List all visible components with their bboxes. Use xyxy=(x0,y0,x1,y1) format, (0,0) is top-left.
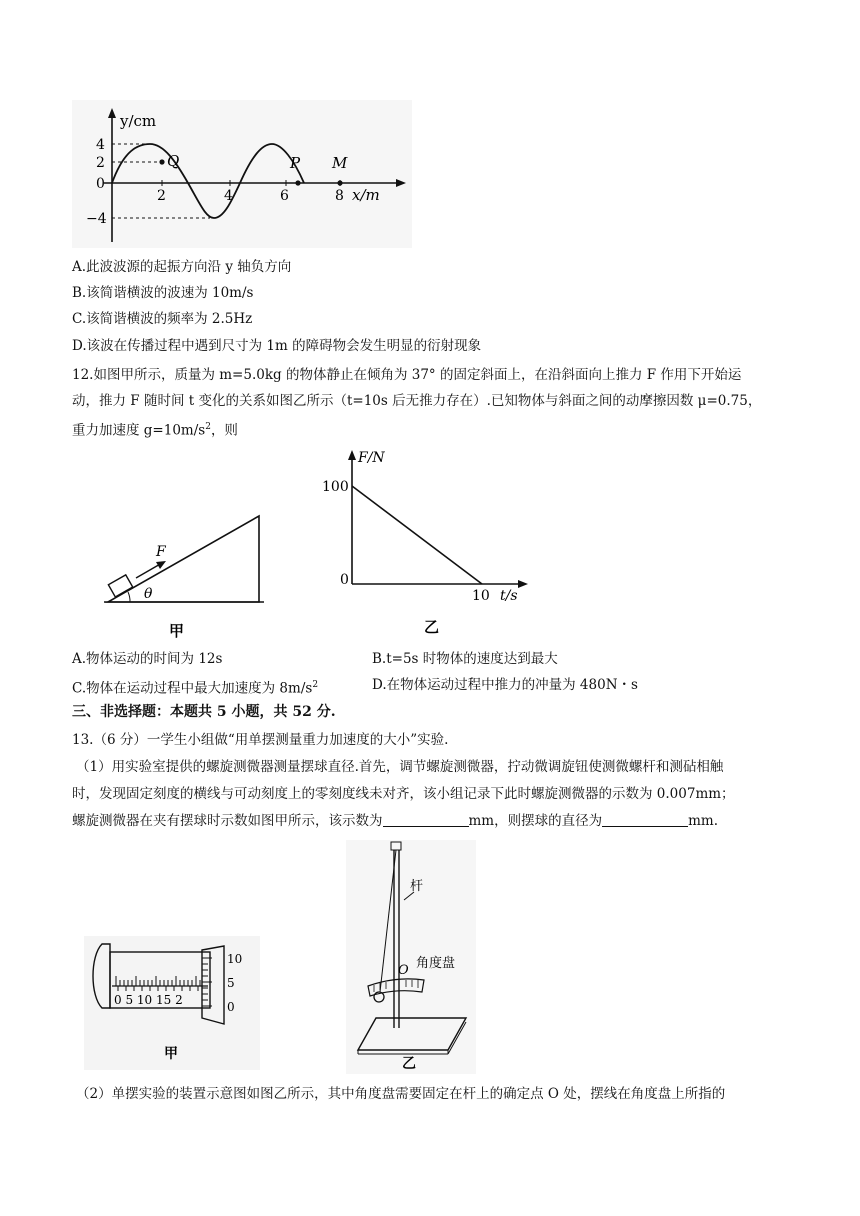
q12-option-d: D.在物体运动过程中推力的冲量为 480N・s xyxy=(372,677,638,693)
micrometer-main-scale: 0 5 10 15 2 xyxy=(114,993,183,1007)
ft-y-tick-100: 100 xyxy=(322,479,349,495)
wave-x-tick-2: 2 xyxy=(157,188,166,204)
ft-x-axis-label: t/s xyxy=(500,588,518,604)
label-p: P xyxy=(290,154,301,172)
label-m: M xyxy=(332,154,348,172)
q13-part2-line1: （2）单摆实验的装置示意图如图乙所示，其中角度盘需要固定在杆上的确定点 O 处，摆线在角度盘上所指的 xyxy=(76,1086,726,1102)
wave-x-tick-6: 6 xyxy=(280,188,289,204)
label-force-f: F xyxy=(156,544,166,560)
ft-y-axis-label: F/N xyxy=(358,450,385,466)
force-line xyxy=(352,486,482,584)
q11-option-a: A.此波波源的起振方向沿 y 轴负方向 xyxy=(72,259,292,275)
answer-blank-reading[interactable] xyxy=(383,812,469,827)
force-time-figure xyxy=(310,444,540,636)
point-p xyxy=(295,180,300,185)
q11-option-b: B.该简谐横波的波速为 10m/s xyxy=(72,285,254,301)
wave-y-tick-neg4: −4 xyxy=(86,211,107,227)
ft-origin: 0 xyxy=(340,572,349,588)
label-angle-disc: 角度盘 xyxy=(416,956,456,971)
incline-figure xyxy=(94,508,274,644)
pendulum-caption: 乙 xyxy=(402,1056,416,1072)
answer-blank-diameter[interactable] xyxy=(602,812,688,827)
wave-x-tick-8: 8 xyxy=(335,188,344,204)
q12-option-c: C.物体在运动过程中最大加速度为 $8m/s^2$ xyxy=(72,680,319,697)
micrometer-thimble-0: 0 xyxy=(227,1000,235,1014)
label-rod: 杆 xyxy=(410,879,424,894)
q13-part1-line2: 时，发现固定刻度的横线与可动刻度上的零刻度线未对齐，该小组记录下此时螺旋测微器的示数为 0.007mm； xyxy=(72,786,735,802)
q12-stem-line3: 重力加速度 $g=10m/s^2$，则 xyxy=(72,422,238,439)
q12-option-b: B.t=5s 时物体的速度达到最大 xyxy=(372,651,558,667)
micrometer-figure xyxy=(84,936,260,1070)
wave-x-tick-4: 4 xyxy=(224,188,233,204)
wave-y-tick-4: 4 xyxy=(96,137,105,153)
wave-x-axis-label: x/m xyxy=(352,186,380,204)
wave-y-tick-0: 0 xyxy=(96,176,105,192)
q12-option-a: A.物体运动的时间为 12s xyxy=(72,651,223,667)
wave-y-axis-label: y/cm xyxy=(120,112,157,130)
micrometer-caption: 甲 xyxy=(164,1046,178,1062)
q13-part1-line3: 螺旋测微器在夹有摆球时示数如图甲所示，该示数为 mm，则摆球的直径为 mm. xyxy=(72,813,719,829)
pendulum-stand-figure xyxy=(346,840,476,1074)
label-point-o: O xyxy=(398,963,409,978)
wave-figure xyxy=(72,100,412,248)
point-q xyxy=(159,159,164,164)
q13-part1-line1: （1）用实验室提供的螺旋测微器测量摆球直径.首先，调节螺旋测微器，拧动微调旋钮使测微螺杆和测砧相触 xyxy=(76,759,724,775)
q11-option-d: D.该波在传播过程中遇到尺寸为 1m 的障碍物会发生明显的衍射现象 xyxy=(72,338,482,354)
micrometer-thimble-10: 10 xyxy=(227,952,243,966)
ft-caption: 乙 xyxy=(424,618,440,636)
label-q: Q xyxy=(167,152,180,170)
q12-stem-line2: 动，推力 F 随时间 t 变化的关系如图乙所示（t=10s 后无推力存在）.已知物体与斜面之间的动摩擦因数 μ=0.75， xyxy=(72,393,762,409)
q11-option-c: C.该简谐横波的频率为 2.5Hz xyxy=(72,311,253,327)
micrometer-thimble-5: 5 xyxy=(227,976,235,990)
incline-caption: 甲 xyxy=(169,622,185,640)
wave-y-tick-2: 2 xyxy=(96,155,105,171)
section3-title: 三、非选择题：本题共 5 小题，共 52 分. xyxy=(72,704,336,720)
ft-x-tick-10: 10 xyxy=(472,588,490,604)
label-theta: θ xyxy=(144,586,153,602)
q12-stem-line1: 12.如图甲所示，质量为 m=5.0kg 的物体静止在倾角为 37° 的固定斜面上，在沿斜面向上推力 F 作用下开始运 xyxy=(72,367,742,383)
q13-stem: 13.（6 分）一学生小组做“用单摆测量重力加速度的大小”实验. xyxy=(72,732,449,748)
